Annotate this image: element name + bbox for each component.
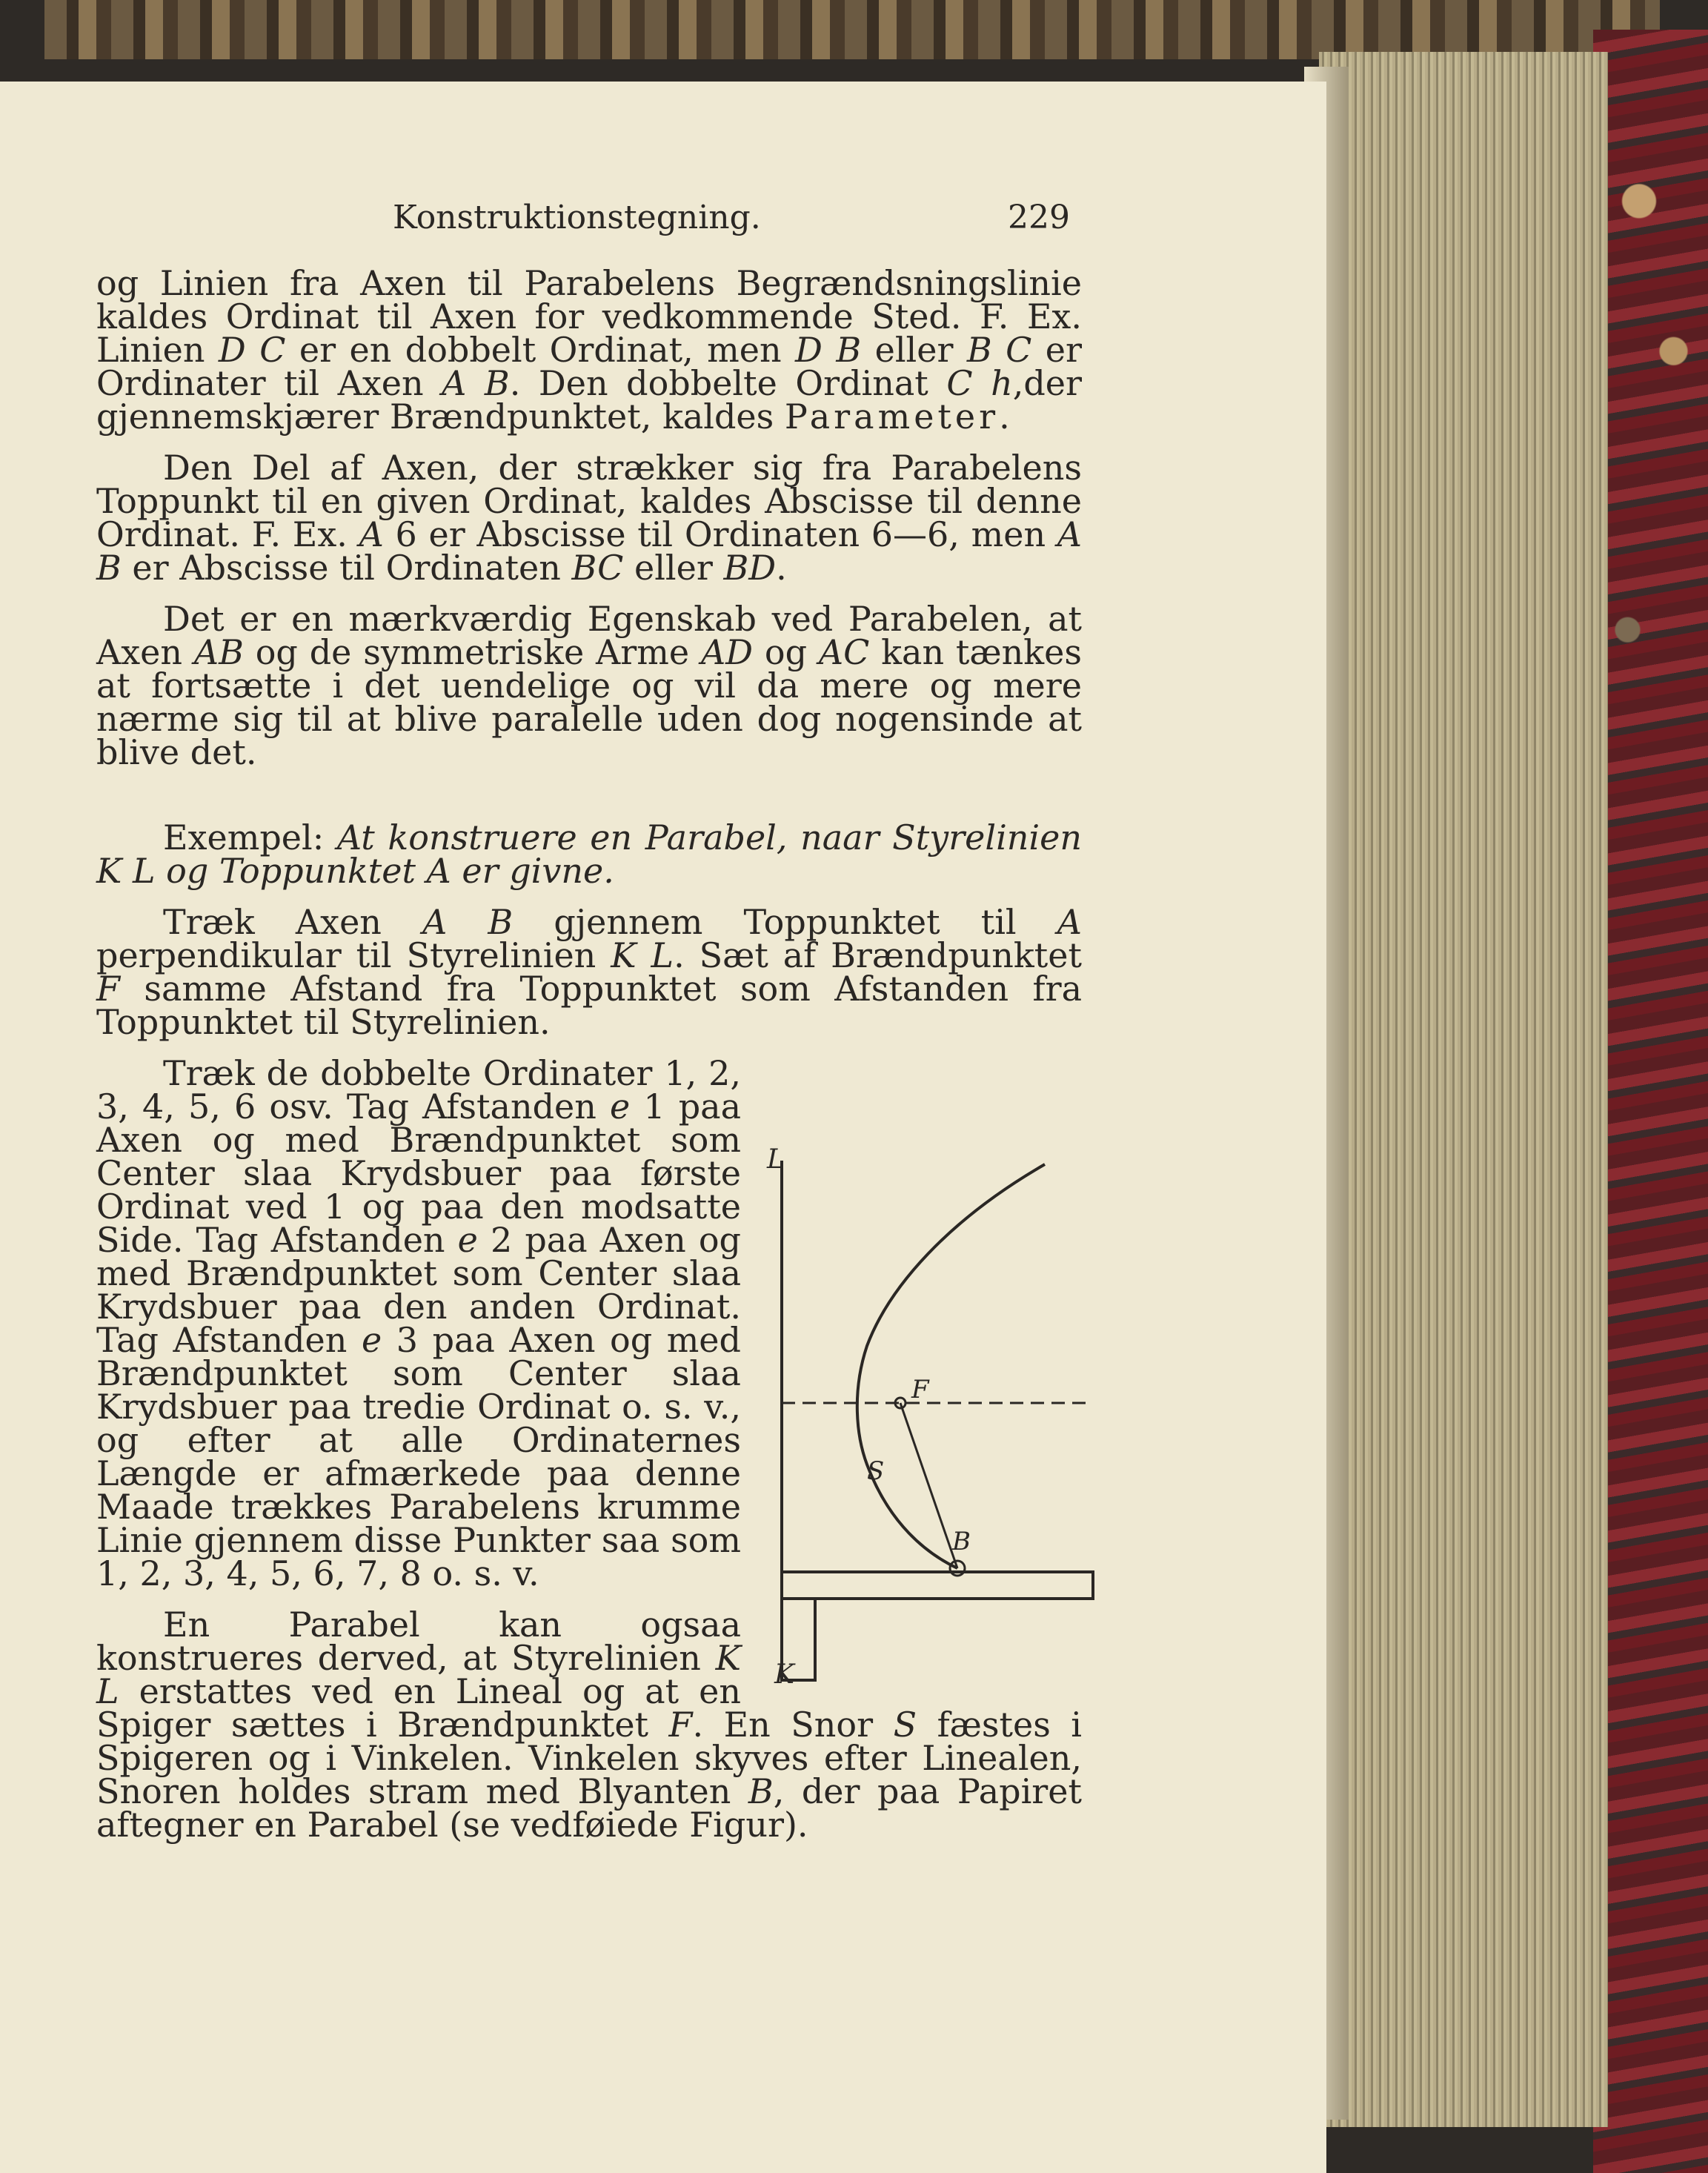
paragraph-5: Træk Axen A B gjennem Toppunktet til A perpendikular til Styrelinien K L. Sæt af Brændpunktet F samme Afstand fra Toppunktet som Afstanden fra Toppunktet til Styrelinien. xyxy=(96,902,1082,1042)
label-k: K xyxy=(774,1659,794,1687)
marbled-edge xyxy=(1593,30,1708,2173)
page-edges xyxy=(1319,52,1608,2127)
label-f: F xyxy=(911,1375,929,1404)
paragraph-3: Det er en mærkværdig Egenskab ved Parabelen, at Axen AB og de symmetriske Arme AD og AC kan tænkes at fortsætte i det uendelige og vil da mere og mere nærme sig til at blive paralelle uden dog nogensinde at blive det. xyxy=(96,599,1082,772)
running-header: Konstruktionstegning. xyxy=(393,199,761,236)
figure-svg xyxy=(763,1049,1097,1687)
label-s: S xyxy=(867,1456,885,1486)
label-l: L xyxy=(767,1144,785,1175)
paragraph-1: og Linien fra Axen til Parabelens Begrændsningslinie kaldes Ordinat til Axen for vedkommende Sted. F. Ex. Linien D C er en dobbelt Ordinat, men D B eller B C er Ordinater til Axen A B. Den dobbelte Ordinat C h,der gjennemskjærer Brændpunktet, kaldes Parameter. xyxy=(96,263,1082,437)
parabel-figure xyxy=(763,1049,1097,1687)
page-number: 229 xyxy=(1008,199,1070,236)
paragraph-6: Træk de dobbelte Ordinater 1, 2, 3, 4, 5, 6 osv. Tag Afstanden e 1 paa Axen og med Brændpunktet som Center slaa Krydsbuer paa første Ordinat ved 1 og paa den modsatte Side. Tag Afstanden e 2 paa Axen og med Brændpunktet som Center slaa Krydsbuer paa den anden Ordinat. Tag Afstanden e 3 paa Axen og med Brændpunktet som Center slaa Krydsbuer paa tredie Ordinat o. s. v., og efter at alle Ordinaternes Længde er afmærkede paa denne Maade trækkes Parabelens krumme Linie gjennem disse Punkter saa som 1, 2, 3, 4, 5, 6, 7, 8 o. s. v. xyxy=(96,1053,742,1593)
parabola-curve xyxy=(857,1164,1045,1568)
label-b: B xyxy=(952,1527,971,1556)
page-body xyxy=(96,263,1083,1845)
paragraph-2: Den Del af Axen, der strækker sig fra Parabelens Toppunkt til en given Ordinat, kaldes Abscisse til denne Ordinat. F. Ex. A 6 er Abscisse til Ordinaten 6—6, men A B er Abscisse til Ordinaten BC eller BD. xyxy=(96,448,1082,588)
paragraph-example: Exempel: At konstruere en Parabel, naar Styrelinien K L og Toppunktet A er givne. xyxy=(96,817,1082,891)
paragraph-7: En Parabel kan ogsaa konstrueres derved, at Styrelinien K L erstattes ved en Lineal og at en Spiger sættes i Brændpunktet F. En Snor S fæstes i Spigeren og i Vinkelen. Vinkelen skyves efter Linealen, Snoren holdes stram med Blyanten B, der paa Papiret aftegner en Parabel (se vedføiede Figur). xyxy=(96,1605,1083,1845)
string-line xyxy=(900,1403,957,1568)
ruler xyxy=(782,1572,1093,1599)
book-spine xyxy=(44,0,1660,59)
